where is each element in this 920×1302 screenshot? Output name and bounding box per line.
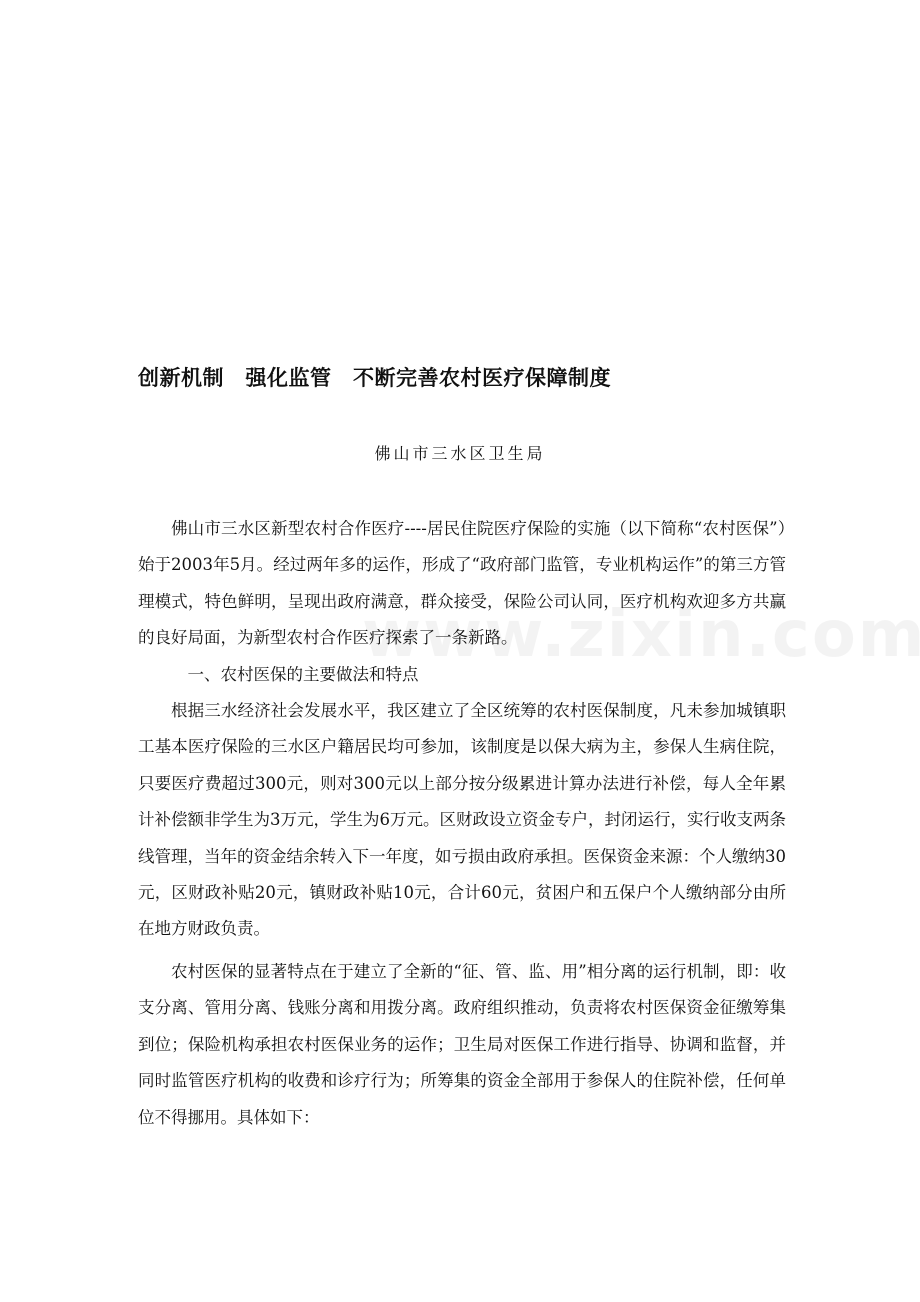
paragraph-features: 农村医保的显著特点在于建立了全新的“征、管、监、用”相分离的运行机制，即：收支分离、管用分离、钱账分离和用拨分离。政府组织推动，负责将农村医保资金征缴筹集到位；保险机构承担农村医保业务的运作；卫生局对医保工作进行指导、协调和监督，并同时监管医疗机构的收费和诊疗行为；所筹集的资金全部用于参保人的住院补偿，任何单位不得挪用。具体如下： — [138, 961, 786, 1127]
document-title: 创新机制 强化监管 不断完善农村医疗保障制度 — [138, 366, 611, 390]
section-heading: 一、农村医保的主要做法和特点 — [187, 664, 419, 684]
paragraph-practice: 根据三水经济社会发展水平，我区建立了全区统筹的农村医保制度，凡未参加城镇职工基本医疗保险的三水区户籍居民均可参加，该制度是以保大病为主，参保人生病住院，只要医疗费超过300元，则对300元以上部分按分级累进计算办法进行补偿，每人全年累计补偿额非学生为3万元，学生为6万元。区财政设立资金专户，封闭运行，实行收支两条线管理，当年的资金结余转入下一年度，如亏损由政府承担。医保资金来源：个人缴纳30元，区财政补贴20元，镇财政补贴10元，合计60元，贫困户和五保户个人缴纳部分由所在地方财政负责。 — [138, 701, 786, 939]
document-body — [138, 511, 786, 1136]
document-author: 佛山市三水区卫生局 — [374, 444, 546, 463]
paragraph-intro: 佛山市三水区新型农村合作医疗----居民住院医疗保险的实施（以下简称“农村医保”）始于2003年5月。经过两年多的运作，形成了“政府部门监管，专业机构运作”的第三方管理模式，特色鲜明，呈现出政府满意，群众接受，保险公司认同，医疗机构欢迎多方共赢的良好局面，为新型农村合作医疗探索了一条新路。 — [138, 519, 786, 648]
